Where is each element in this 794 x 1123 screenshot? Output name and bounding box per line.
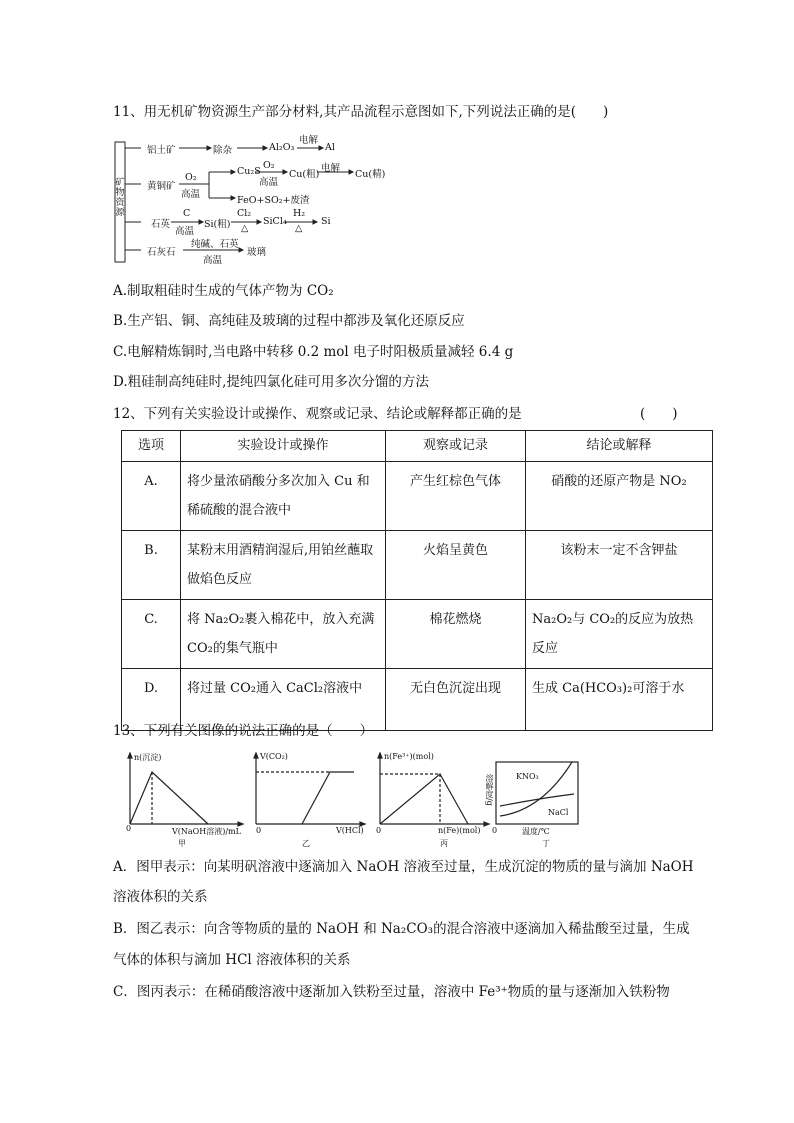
q13-option-b-line2: 气体的体积与滴加 HCl 溶液体积的关系 [113, 952, 351, 968]
flow-hightemp-c: 高温 [175, 226, 195, 237]
flow-cu2s: Cu₂S [237, 166, 261, 177]
flow-impurity: 除杂 [213, 145, 233, 156]
graph-ding-ylabel: 溶解度/g [485, 774, 494, 806]
flow-hightemp-b: 高温 [259, 177, 279, 188]
row-a-observation: 产生红棕色气体 [386, 462, 526, 531]
graph-jia-origin: 0 [126, 824, 132, 833]
q13-option-a-line1: A．图甲表示：向某明矾溶液中逐滴加入 NaOH 溶液至过量，生成沉淀的物质的量与滴加 NaOH [113, 859, 694, 875]
graph-jia-xlabel: V(NaOH溶液)/mL [172, 827, 241, 836]
graph-ding-origin: 0 [492, 826, 498, 835]
flow-heat-b: △ [295, 223, 303, 234]
row-d-conclusion: 生成 Ca(HCO₃)₂可溶于水 [526, 669, 713, 731]
graph-ding-kno3: KNO₃ [516, 772, 539, 781]
graph-ding-nacl: NaCl [548, 808, 569, 817]
flow-c: C [183, 208, 191, 219]
q13-graphs [122, 752, 592, 852]
flow-cl2: Cl₂ [237, 208, 252, 219]
flow-si-crude: Si(粗) [204, 219, 231, 230]
flow-quartz: 石英 [151, 219, 171, 230]
q11-option-c: C.电解精炼铜时,当电路中转移 0.2 mol 电子时阳极质量减轻 6.4 g [113, 344, 514, 360]
q12-table [121, 430, 713, 731]
q13-option-a-line2: 溶液体积的关系 [113, 889, 208, 905]
table-row [122, 531, 713, 600]
flow-cu-pure: Cu(精) [355, 169, 386, 180]
table-row [122, 600, 713, 669]
graph-bing-origin: 0 [376, 826, 382, 835]
graph-bing-ylabel: n(Fe³⁺)(mol) [384, 752, 434, 761]
graphs-svg [122, 752, 592, 852]
flow-hightemp-d: 高温 [203, 255, 223, 266]
table-header-row [122, 431, 713, 462]
q12-paren: ( ) [640, 406, 678, 422]
row-a-conclusion: 硝酸的还原产物是 NO₂ [526, 462, 713, 531]
row-a-option: A. [122, 462, 181, 531]
row-c-observation: 棉花燃烧 [386, 600, 526, 669]
graph-yi-caption: 乙 [302, 839, 310, 848]
graph-bing-caption: 丙 [440, 839, 448, 848]
q13-stem: 13、下列有关图像的说法正确的是（ ） [113, 723, 374, 739]
flow-chalcopyrite: 黄铜矿 [147, 181, 176, 192]
flow-al: Al [325, 142, 335, 153]
graph-ding-xlabel: 温度/℃ [522, 827, 550, 836]
table-row [122, 462, 713, 531]
q11-option-d: D.粗硅制高纯硅时,提纯四氯化硅可用多次分馏的方法 [113, 374, 429, 390]
q11-stem: 11、用无机矿物资源生产部分材料,其产品流程示意图如下,下列说法正确的是( ) [113, 104, 609, 120]
flow-heat-a: △ [241, 223, 249, 234]
flow-al2o3: Al₂O₃ [269, 142, 295, 153]
q13-option-c-line1: C．图丙表示：在稀硝酸溶液中逐渐加入铁粉至过量，溶液中 Fe³⁺物质的量与逐渐加入铁粉物 [113, 984, 670, 1000]
row-d-observation: 无白色沉淀出现 [386, 669, 526, 731]
row-b-option: B. [122, 531, 181, 600]
graph-yi-origin: 0 [256, 826, 262, 835]
flow-glass: 玻璃 [247, 247, 267, 258]
flow-soda-quartz: 纯碱、石英 [191, 239, 239, 250]
row-d-option: D. [122, 669, 181, 731]
row-d-operation: 将过量 CO₂通入 CaCl₂溶液中 [181, 669, 386, 731]
graph-yi-xlabel: V(HCl) [336, 826, 364, 835]
flow-electrolysis: 电解 [299, 135, 319, 146]
flow-limestone: 石灰石 [147, 247, 176, 258]
q11-option-a: A.制取粗硅时生成的气体产物为 CO₂ [113, 283, 334, 299]
flow-bauxite: 铝土矿 [147, 145, 176, 156]
row-a-operation: 将少量浓硝酸分多次加入 Cu 和稀硫酸的混合液中 [181, 462, 386, 531]
flow-cu-crude: Cu(粗) [289, 169, 320, 180]
q11-flow-diagram [113, 135, 413, 266]
graph-jia-caption: 甲 [178, 839, 186, 848]
row-b-operation: 某粉末用酒精润湿后,用铂丝蘸取做焰色反应 [181, 531, 386, 600]
row-b-conclusion: 该粉末一定不含钾盐 [526, 531, 713, 600]
row-c-operation: 将 Na₂O₂裹入棉花中，放入充满 CO₂的集气瓶中 [181, 600, 386, 669]
row-c-option: C. [122, 600, 181, 669]
graph-jia-ylabel: n(沉淀) [134, 753, 162, 762]
flow-o2-a: O₂ [185, 172, 197, 183]
q13-option-b-line1: B．图乙表示：向含等物质的量的 NaOH 和 Na₂CO₃的混合溶液中逐滴加入稀盐酸至过量，生成 [113, 921, 690, 937]
header-option: 选项 [122, 431, 181, 462]
q12-stem: 12、下列有关实验设计或操作、观察或记录、结论或解释都正确的是 [113, 406, 522, 422]
flow-si: Si [321, 216, 331, 227]
graph-bing-xlabel: n(Fe)(mol) [438, 826, 481, 835]
flow-o2-b: O₂ [263, 160, 275, 171]
flow-hightemp-a: 高温 [181, 189, 201, 200]
header-operation: 实验设计或操作 [181, 431, 386, 462]
q11-option-b: B.生产铝、铜、高纯硅及玻璃的过程中都涉及氧化还原反应 [113, 313, 465, 329]
row-c-conclusion: Na₂O₂与 CO₂的反应为放热反应 [526, 600, 713, 669]
graph-ding-caption: 丁 [542, 839, 550, 848]
flow-byproducts: FeO+SO₂+废渣 [237, 195, 310, 206]
header-conclusion: 结论或解释 [526, 431, 713, 462]
flow-side-label: 矿物资源 [115, 178, 125, 218]
header-observation: 观察或记录 [386, 431, 526, 462]
flow-h2: H₂ [293, 208, 306, 219]
graph-yi-ylabel: V(CO₂) [260, 752, 288, 761]
flow-sicl4: SiCl₄ [263, 216, 287, 227]
row-b-observation: 火焰呈黄色 [386, 531, 526, 600]
flow-electrolysis-b: 电解 [321, 163, 341, 174]
